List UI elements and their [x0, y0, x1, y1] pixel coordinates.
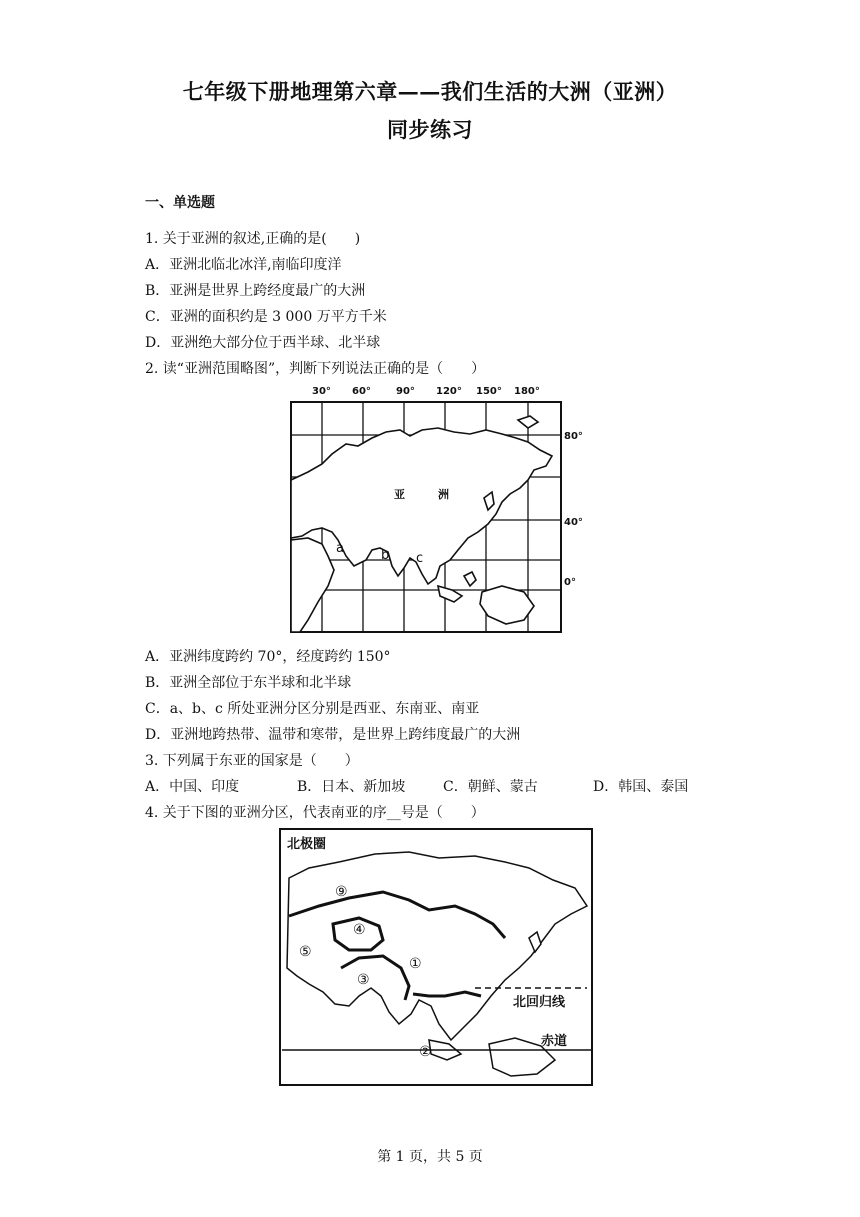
question-2-stem: 2. 读“亚洲范围略图”，判断下列说法正确的是（ ）	[145, 361, 486, 377]
question-2-option-c: C．a、b、c 所处亚洲分区分别是西亚、东南亚、南亚	[145, 701, 480, 717]
question-2-option-b: B．亚洲全部位于东半球和北半球	[145, 675, 352, 691]
question-1-option-a: A．亚洲北临北冰洋,南临印度洋	[145, 257, 342, 273]
lon-label: 120°	[436, 386, 462, 397]
region-number-3: ③	[357, 972, 370, 988]
lat-label: 0°	[564, 577, 576, 588]
region-number-5: ⑤	[299, 944, 312, 960]
question-1-option-c: C．亚洲的面积约是 3 000 万平方千米	[145, 309, 387, 325]
region-number-9: ⑨	[335, 884, 348, 900]
question-3-option-b: B．日本、新加坡	[297, 779, 406, 795]
lon-label: 90°	[396, 386, 415, 397]
lon-label: 60°	[352, 386, 371, 397]
page-title: 七年级下册地理第六章——我们生活的大洲（亚洲）	[182, 79, 678, 104]
asia-regions-map	[279, 828, 595, 1088]
lon-label: 150°	[476, 386, 502, 397]
lat-label: 40°	[564, 517, 583, 528]
question-1-stem: 1. 关于亚洲的叙述,正确的是( )	[145, 231, 361, 247]
point-label-a: a	[336, 541, 344, 556]
lat-label: 80°	[564, 431, 583, 442]
point-label-c: c	[416, 551, 424, 566]
region-number-2: ②	[419, 1044, 432, 1060]
lon-label: 180°	[514, 386, 540, 397]
lon-label: 30°	[312, 386, 331, 397]
tropic-of-cancer-label: 北回归线	[513, 995, 566, 1010]
question-3-option-a: A．中国、印度	[145, 779, 240, 795]
question-2-option-d: D．亚洲地跨热带、温带和寒带，是世界上跨纬度最广的大洲	[145, 727, 521, 743]
question-2-option-a: A．亚洲纬度跨约 70°，经度跨约 150°	[145, 649, 391, 665]
question-3-option-d: D．韩国、泰国	[593, 779, 689, 795]
page-footer: 第 1 页，共 5 页	[377, 1149, 483, 1165]
arctic-circle-label: 北极圈	[287, 837, 327, 852]
question-3-options	[145, 776, 725, 796]
section-heading: 一、单选题	[145, 195, 215, 211]
asia-range-map	[288, 380, 594, 636]
region-label: 洲	[438, 488, 449, 501]
question-4-stem: 4. 关于下图的亚洲分区，代表南亚的序__号是（ ）	[145, 805, 485, 821]
question-3-option-c: C．朝鲜、蒙古	[443, 779, 538, 795]
region-number-1: ①	[409, 956, 422, 972]
point-label-b: b	[381, 548, 390, 563]
equator-label: 赤道	[541, 1034, 568, 1049]
question-1-option-b: B．亚洲是世界上跨经度最广的大洲	[145, 283, 366, 299]
region-label: 亚	[394, 488, 405, 501]
page-subtitle: 同步练习	[387, 117, 473, 142]
question-1-option-d: D．亚洲绝大部分位于西半球、北半球	[145, 335, 381, 351]
region-number-4: ④	[353, 922, 366, 938]
question-3-stem: 3. 下列属于东亚的国家是（ ）	[145, 753, 359, 769]
